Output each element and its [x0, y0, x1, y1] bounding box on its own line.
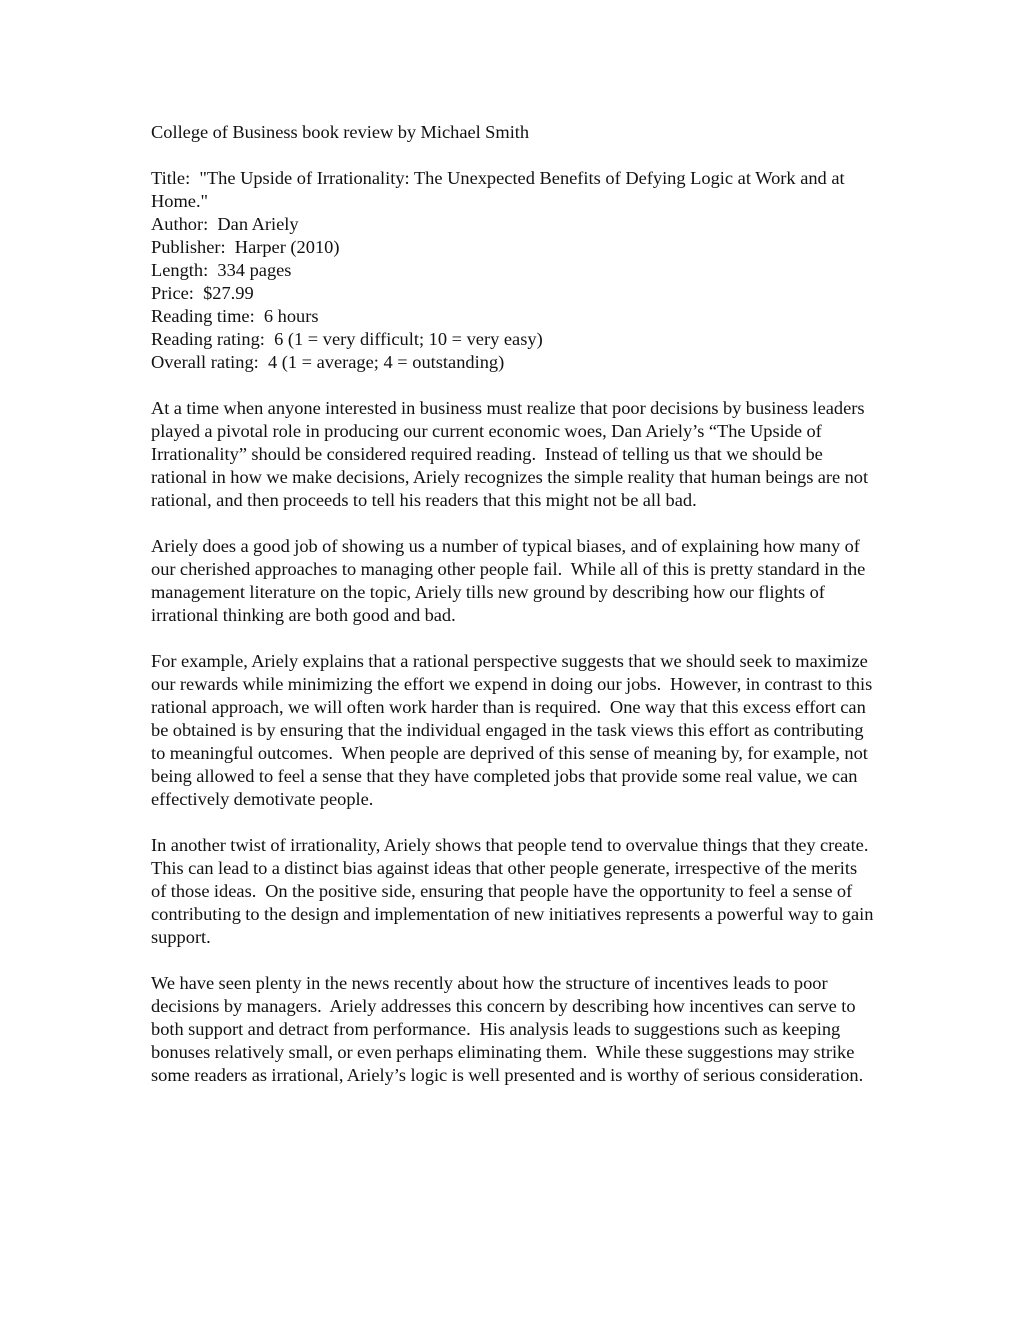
document-page	[151, 121, 876, 1110]
reading-rating: Reading rating: 6 (1 = very difficult; 10 = very easy)	[151, 329, 543, 349]
reading-time: Reading time: 6 hours	[151, 306, 319, 326]
review-paragraph: For example, Ariely explains that a rational perspective suggests that we should seek to maximize our rewards while minimizing the effort we expend in doing our jobs. However, in contrast to this rational approach, we will often work harder than is required. One way that this excess effort can be obtained is by ensuring that the individual engaged in the task views this effort as contributing to meaningful outcomes. When people are deprived of this sense of meaning by, for example, not being allowed to feel a sense that they have completed jobs that provide some real value, we can effectively demotivate people.	[151, 651, 877, 809]
overall-rating: Overall rating: 4 (1 = average; 4 = outstanding)	[151, 352, 505, 372]
book-price: Price: $27.99	[151, 283, 254, 303]
review-paragraph: At a time when anyone interested in business must realize that poor decisions by business leaders played a pivotal role in producing our current economic woes, Dan Ariely’s “The Upside of Irrationality” should be considered required reading. Instead of telling us that we should be rational in how we make decisions, Ariely recognizes the simple reality that human beings are not rational, and then proceeds to tell his readers that this might not be all bad.	[151, 398, 873, 510]
book-publisher: Publisher: Harper (2010)	[151, 237, 340, 257]
review-paragraph: Ariely does a good job of showing us a number of typical biases, and of explaining how many of our cherished approaches to managing other people fail. While all of this is pretty standard in the management literature on the topic, Ariely tills new ground by describing how our flights of irrational thinking are both good and bad.	[151, 536, 870, 625]
review-byline: College of Business book review by Michael Smith	[151, 122, 530, 142]
review-paragraph: In another twist of irrationality, Ariely shows that people tend to overvalue things that they create. This can lead to a distinct bias against ideas that other people generate, irrespective of the merits of those ideas. On the positive side, ensuring that people have the opportunity to feel a sense of contributing to the design and implementation of new initiatives represents a powerful way to gain support.	[151, 835, 878, 947]
review-paragraph: We have seen plenty in the news recently about how the structure of incentives leads to poor decisions by managers. Ariely addresses this concern by describing how incentives can serve to both support and detract from performance. His analysis leads to suggestions such as keeping bonuses relatively small, or even perhaps eliminating them. While these suggestions may strike some readers as irrational, Ariely’s logic is well presented and is worthy of serious consideration.	[151, 973, 864, 1085]
book-details	[151, 167, 876, 374]
book-author: Author: Dan Ariely	[151, 214, 299, 234]
book-title: Title: "The Upside of Irrationality: The Unexpected Benefits of Defying Logic at Work and at Home."	[151, 168, 850, 211]
book-length: Length: 334 pages	[151, 260, 292, 280]
